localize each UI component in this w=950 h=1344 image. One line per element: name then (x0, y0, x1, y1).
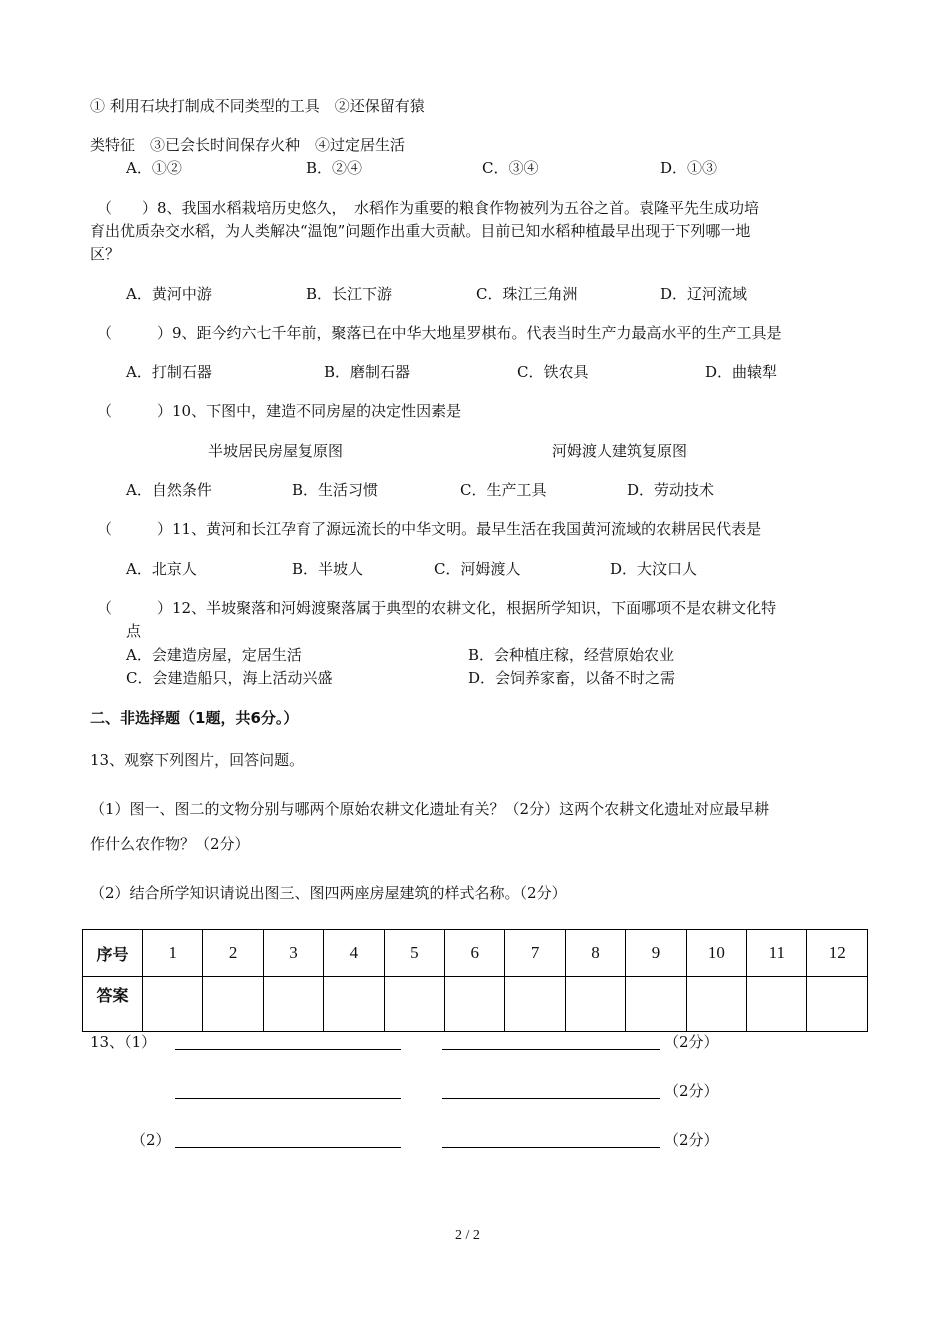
answer-table-number: 2 (203, 930, 263, 977)
answer-table-answer-row (83, 977, 868, 1032)
answer-cell[interactable] (143, 977, 203, 1032)
q11-option-b: B．半坡人 (292, 560, 364, 578)
q8-option-a: A．黄河中游 (126, 285, 212, 303)
score-label: （2分） (664, 1033, 719, 1051)
answer-cell[interactable] (505, 977, 565, 1032)
answer-table-number: 6 (445, 930, 505, 977)
answer-cell[interactable] (384, 977, 444, 1032)
answer-table (82, 929, 868, 1032)
answer-table-number: 11 (747, 930, 807, 977)
q8-option-c: C．珠江三角洲 (476, 285, 578, 303)
q11-option-c: C．河姆渡人 (434, 560, 521, 578)
q10-caption-banpo: 半坡居民房屋复原图 (208, 442, 344, 460)
answer-table-number: 9 (626, 930, 686, 977)
answer-cell[interactable] (203, 977, 263, 1032)
section2-title: 二、非选择题（1题，共6分。） (90, 709, 299, 727)
q8-stem-line1: （ ）8、我国水稻栽培历史悠久， 水稻作为重要的粮食作物被列为五谷之首。袁隆平先生成功培 (97, 199, 760, 217)
q7-option-b: B．②④ (306, 159, 363, 177)
answer-table-number: 4 (324, 930, 384, 977)
q13-part1-line1: （1）图一、图二的文物分别与哪两个原始农耕文化遗址有关？（2分）这两个农耕文化遗址对应最早耕 (90, 800, 770, 818)
answer-cell[interactable] (626, 977, 686, 1032)
answer-label-2: （2） (131, 1131, 171, 1149)
q7-option-a: A．①② (126, 159, 182, 177)
q9-option-b: B．磨制石器 (324, 363, 411, 381)
answer-table-number: 8 (565, 930, 625, 977)
answer-blank-2a[interactable] (175, 1147, 401, 1148)
answer-cell[interactable] (747, 977, 807, 1032)
q10-option-c: C．生产工具 (460, 481, 547, 499)
score-label: （2分） (664, 1082, 719, 1100)
q7-statement-line1: ① 利用石块打制成不同类型的工具 ②还保留有猿 (90, 97, 425, 115)
q10-stem: （ ）10、下图中，建造不同房屋的决定性因素是 (97, 402, 462, 420)
answer-blank-1a[interactable] (175, 1049, 401, 1050)
q10-caption-hemudu: 河姆渡人建筑复原图 (552, 442, 688, 460)
q10-option-d: D．劳动技术 (627, 481, 715, 499)
answer-cell[interactable] (445, 977, 505, 1032)
answer-blank-2b[interactable] (442, 1147, 660, 1148)
answer-cell[interactable] (686, 977, 746, 1032)
q8-stem-line3: 区？ (90, 245, 121, 263)
answer-blank-1b[interactable] (442, 1049, 660, 1050)
answer-table-header-row (83, 930, 868, 977)
q11-stem: （ ）11、黄河和长江孕育了源远流长的中华文明。最早生活在我国黄河流域的农耕居民代表是 (97, 520, 762, 538)
q11-option-a: A．北京人 (126, 560, 197, 578)
answer-cell[interactable] (263, 977, 323, 1032)
q9-option-a: A．打制石器 (126, 363, 212, 381)
answer-table-number: 3 (263, 930, 323, 977)
answer-cell[interactable] (807, 977, 868, 1032)
answer-table-number: 1 (143, 930, 203, 977)
answer-blank-1c[interactable] (175, 1098, 401, 1099)
answer-cell[interactable] (565, 977, 625, 1032)
answer-table-answer-label: 答案 (83, 977, 143, 1032)
answer-table-header-label: 序号 (83, 930, 143, 977)
q8-option-d: D．辽河流域 (660, 285, 748, 303)
answer-table-number: 7 (505, 930, 565, 977)
page-number: 2 / 2 (455, 1228, 480, 1243)
q10-option-a: A．自然条件 (126, 481, 212, 499)
score-label: （2分） (664, 1131, 719, 1149)
q12-option-d: D．会饲养家畜，以备不时之需 (468, 669, 676, 687)
q12-option-b: B．会种植庄稼，经营原始农业 (468, 646, 675, 664)
q7-option-d: D．①③ (660, 159, 718, 177)
q12-option-c: C．会建造船只，海上活动兴盛 (126, 669, 333, 687)
answer-table-number: 10 (686, 930, 746, 977)
answer-table-number: 12 (807, 930, 868, 977)
answer-table-number: 5 (384, 930, 444, 977)
q9-stem: （ ）9、距今约六七千年前，聚落已在中华大地星罗棋布。代表当时生产力最高水平的生产工具是 (97, 324, 782, 342)
q13-part2: （2）结合所学知识请说出图三、图四两座房屋建筑的样式名称。（2分） (90, 884, 567, 902)
q13-part1-line2: 作什么农作物？（2分） (90, 835, 250, 853)
answer-blank-1d[interactable] (442, 1098, 660, 1099)
q12-stem-line1: （ ）12、半坡聚落和河姆渡聚落属于典型的农耕文化，根据所学知识，下面哪项不是农耕文化特 (97, 599, 777, 617)
q12-option-a: A．会建造房屋，定居生活 (126, 646, 302, 664)
answer-cell[interactable] (324, 977, 384, 1032)
q7-statement-line2: 类特征 ③已会长时间保存火种 ④过定居生活 (90, 136, 406, 154)
q13-stem: 13、观察下列图片，回答问题。 (90, 751, 305, 769)
q12-stem-line2: 点 (126, 622, 142, 640)
q8-stem-line2: 育出优质杂交水稻，为人类解决“温饱”问题作出重大贡献。目前已知水稻种植最早出现于下列哪一地 (90, 222, 751, 240)
q7-option-c: C．③④ (482, 159, 539, 177)
q9-option-c: C．铁农具 (517, 363, 589, 381)
answer-label-13-1: 13、（1） (90, 1033, 157, 1051)
q9-option-d: D．曲辕犁 (705, 363, 778, 381)
q10-option-b: B．生活习惯 (292, 481, 379, 499)
q11-option-d: D．大汶口人 (610, 560, 698, 578)
q8-option-b: B．长江下游 (306, 285, 393, 303)
